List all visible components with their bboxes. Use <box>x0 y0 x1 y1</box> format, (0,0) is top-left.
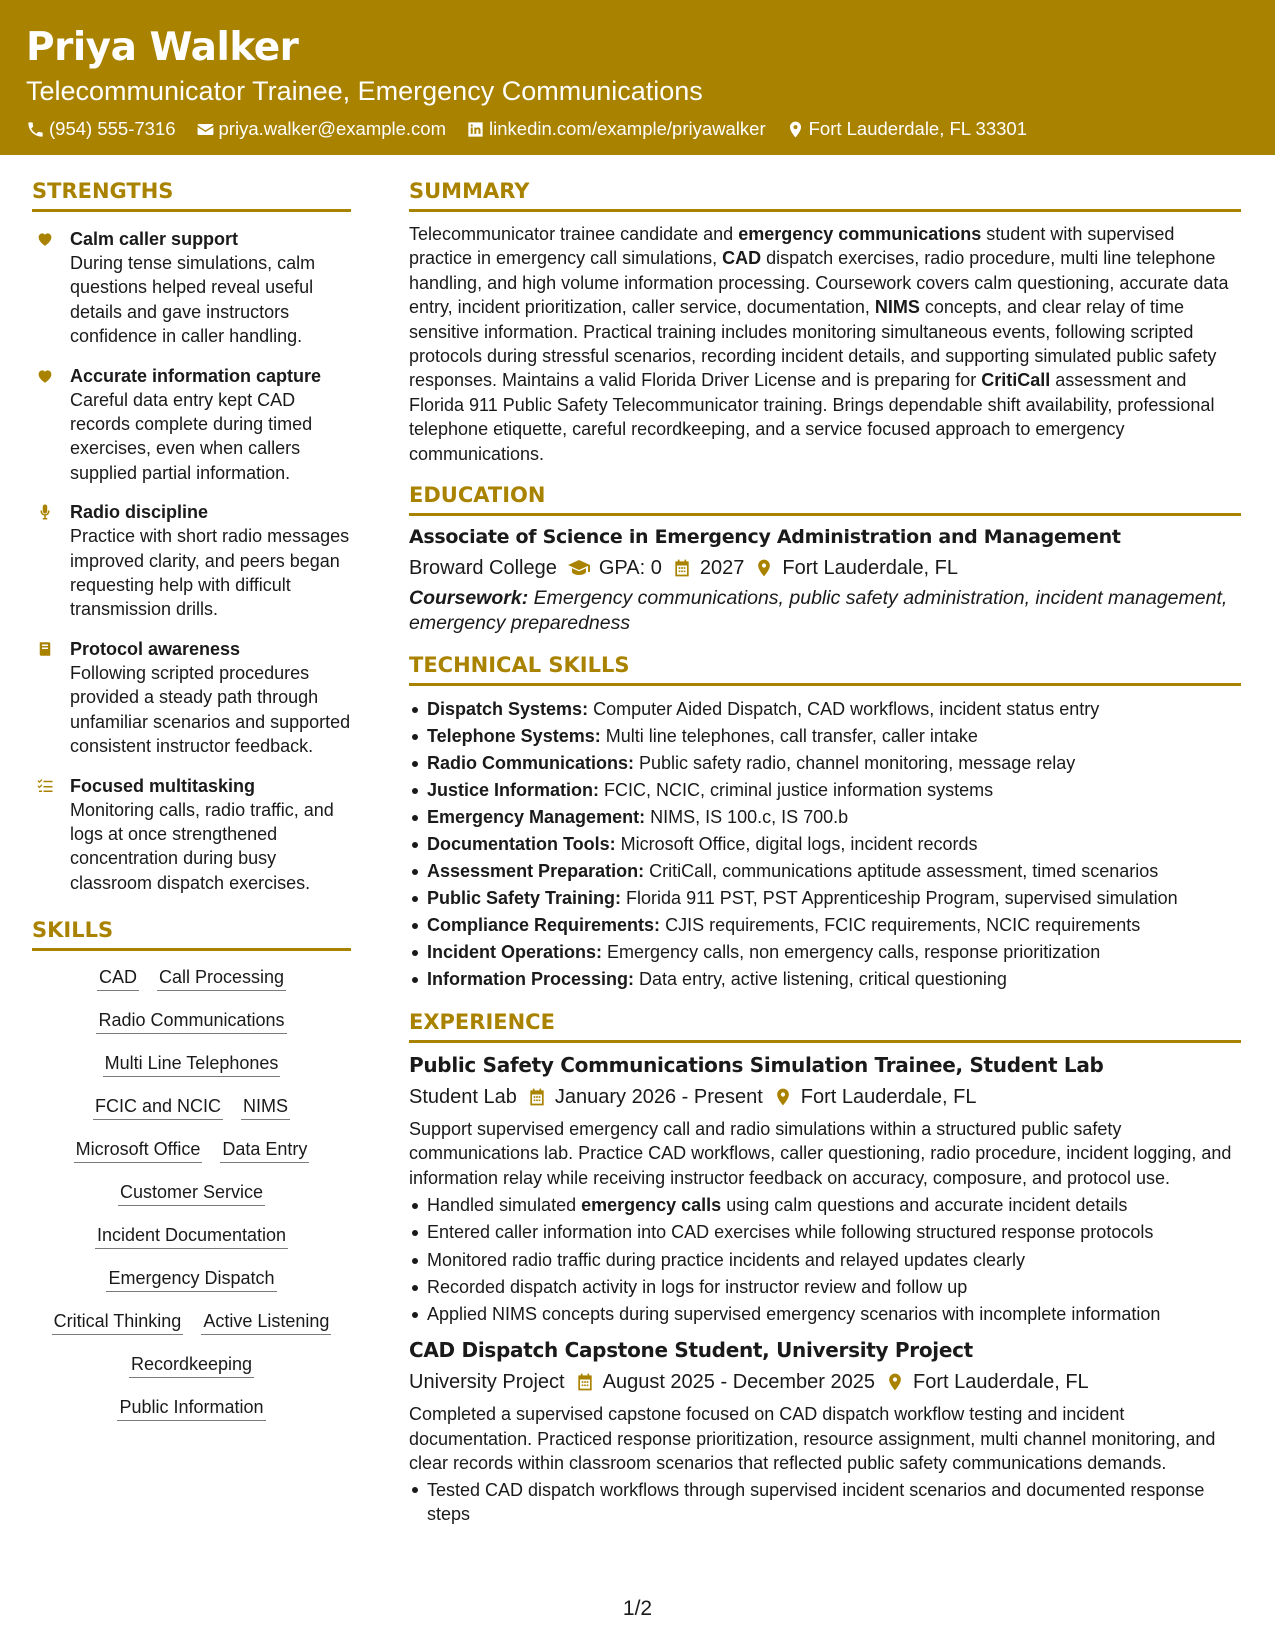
strength-title: Protocol awareness <box>70 638 241 659</box>
job-entry <box>409 1051 1241 1328</box>
experience-section <box>409 1009 1241 1526</box>
envelope-icon <box>196 120 215 139</box>
list-item: Recorded dispatch activity in logs for instructor review and follow up <box>409 1274 1241 1301</box>
education-section <box>409 482 1241 636</box>
contact-bar <box>26 118 1275 140</box>
strength-title: Calm caller support <box>70 229 239 249</box>
list-item: Monitored radio traffic during practice incidents and relayed updates clearly <box>409 1247 1241 1274</box>
skill-tag: Multi Line Telephones <box>103 1051 281 1077</box>
job-location: Fort Lauderdale, FL <box>800 1086 977 1109</box>
skill-tag: Customer Service <box>118 1180 265 1206</box>
job-meta <box>409 1083 1241 1111</box>
job-org: Student Lab <box>409 1086 517 1109</box>
strength-desc: Following scripted procedures provided a steady path through unfamiliar scenarios and supported consistent instructor feedback. <box>70 662 351 757</box>
skill-tag: Call Processing <box>157 965 286 991</box>
calendar-icon <box>527 1087 547 1107</box>
graduation-year: 2027 <box>699 557 745 580</box>
resume-header <box>0 0 1275 155</box>
strength-title: Radio discipline <box>70 502 209 523</box>
linkedin-icon <box>466 120 485 139</box>
strength-item <box>32 500 351 622</box>
summary-text: Telecommunicator trainee candidate and emergency communications student with supervised practice in emergency call simulations, CAD dispatch exercises, radio procedure, multi line telephone handling, and high volume information processing. Coursework covers calm questioning, accurate data entry, incident prioritization, caller service, documentation, NIMS concepts, and clear relay of time sensitive information. Practical training includes monitoring simultaneous events, following scripted protocols during stressful scenarios, recording incident details, and supporting simulated public safety responses. Maintains a valid Florida Driver License and is preparing for CritiCall assessment and Florida 911 Public Safety Telecommunicator training. Brings dependable shift availability, professional telephone etiquette, careful recordkeeping, and a service focused approach to emergency communications. <box>409 224 1229 464</box>
microphone-icon <box>36 503 54 521</box>
list-item: Dispatch Systems: Computer Aided Dispatch, CAD workflows, incident status entry <box>409 696 1241 723</box>
school-location: Fort Lauderdale, FL <box>782 557 959 580</box>
job-title: Public Safety Communications Simulation Trainee, Student Lab <box>409 1053 1104 1078</box>
skill-tag: Public Information <box>117 1395 265 1421</box>
candidate-title: Telecommunicator Trainee, Emergency Communications <box>26 76 703 106</box>
contact-phone[interactable] <box>26 118 176 140</box>
email-text: priya.walker@example.com <box>218 118 447 139</box>
list-item: Handled simulated emergency calls using calm questions and accurate incident details <box>409 1192 1241 1219</box>
list-item: Radio Communications: Public safety radio, channel monitoring, message relay <box>409 750 1241 777</box>
contact-linkedin[interactable] <box>466 118 766 140</box>
skill-tag: Radio Communications <box>96 1008 286 1034</box>
strength-item <box>32 774 351 896</box>
map-pin-icon <box>773 1087 793 1107</box>
skill-tag: NIMS <box>241 1094 290 1120</box>
map-pin-icon <box>754 558 774 578</box>
page-number: 1/2 <box>622 1597 653 1620</box>
strength-desc: Practice with short radio messages improved clarity, and peers began requesting help with difficult transmission drills. <box>70 526 350 620</box>
summary-heading: SUMMARY <box>409 178 1241 212</box>
heart-icon <box>36 367 54 385</box>
skills-heading: SKILLS <box>32 917 351 951</box>
contact-location <box>786 118 1027 140</box>
list-item: Incident Operations: Emergency calls, non emergency calls, response prioritization <box>409 939 1241 966</box>
location-text: Fort Lauderdale, FL 33301 <box>808 118 1027 139</box>
skill-tag: Emergency Dispatch <box>106 1266 276 1292</box>
list-item: Public Safety Training: Florida 911 PST, PST Apprenticeship Program, supervised simulation <box>409 885 1241 912</box>
skill-tag: FCIC and NCIC <box>93 1094 223 1120</box>
candidate-name: Priya Walker <box>26 25 299 70</box>
technical-skills-list <box>409 696 1241 993</box>
job-description: Completed a supervised capstone focused on CAD dispatch workflow testing and incident documentation. Practiced response prioritization, resource assignment, multi channel monitoring, and clear records within classroom scenarios that reflected public safety communications demands. <box>409 1404 1216 1474</box>
list-item: Documentation Tools: Microsoft Office, digital logs, incident records <box>409 831 1241 858</box>
job-meta <box>409 1368 1241 1396</box>
list-item: Compliance Requirements: CJIS requirements, FCIC requirements, NCIC requirements <box>409 912 1241 939</box>
skill-tag: Critical Thinking <box>52 1309 184 1335</box>
technical-skills-heading: TECHNICAL SKILLS <box>409 652 1241 686</box>
list-item: Telephone Systems: Multi line telephones, call transfer, caller intake <box>409 723 1241 750</box>
list-item: Tested CAD dispatch workflows through supervised incident scenarios and documented response steps <box>409 1478 1241 1527</box>
strength-title: Accurate information capture <box>70 365 322 386</box>
map-pin-icon <box>786 120 805 139</box>
skill-tag: Incident Documentation <box>95 1223 288 1249</box>
job-org: University Project <box>409 1371 565 1394</box>
strength-title: Focused multitasking <box>70 775 256 796</box>
map-pin-icon <box>885 1372 905 1392</box>
right-column <box>409 178 1241 1526</box>
gpa: GPA: 0 <box>598 557 662 580</box>
skill-tag: Recordkeeping <box>129 1352 254 1378</box>
education-heading: EDUCATION <box>409 482 1241 516</box>
strength-item <box>32 364 351 486</box>
left-column <box>32 178 351 1421</box>
strengths-heading: STRENGTHS <box>32 178 351 212</box>
job-dates: January 2026 - Present <box>554 1086 763 1109</box>
strength-desc: During tense simulations, calm questions helped reveal useful details and gave instructors confidence in caller handling. <box>70 253 316 347</box>
checklist-icon <box>36 777 54 795</box>
skills-cloud <box>32 965 351 1421</box>
linkedin-text: linkedin.com/example/priyawalker <box>489 118 766 139</box>
skill-tag: CAD <box>97 965 139 991</box>
job-bullets <box>409 1478 1241 1527</box>
strength-desc: Monitoring calls, radio traffic, and logs at once strengthened concentration during busy classroom dispatch exercises. <box>70 799 334 893</box>
strength-item <box>32 637 351 759</box>
list-item: Justice Information: FCIC, NCIC, criminal justice information systems <box>409 777 1241 804</box>
job-dates: August 2025 - December 2025 <box>602 1371 876 1394</box>
list-item: Emergency Management: NIMS, IS 100.c, IS 700.b <box>409 804 1241 831</box>
skill-tag: Data Entry <box>220 1137 309 1163</box>
skill-tag: Microsoft Office <box>74 1137 203 1163</box>
job-description: Support supervised emergency call and radio simulations within a structured public safety communications lab. Practice CAD workflows, caller questioning, radio procedure, incident logging, and information relay while receiving instructor feedback on accuracy, composure, and protocol use. <box>409 1119 1232 1188</box>
calendar-icon <box>672 558 692 578</box>
graduation-cap-icon <box>567 556 591 580</box>
strength-item <box>32 227 351 349</box>
calendar-icon <box>575 1372 595 1392</box>
list-item: Information Processing: Data entry, active listening, critical questioning <box>409 966 1241 993</box>
list-item: Applied NIMS concepts during supervised emergency scenarios with incomplete information <box>409 1301 1241 1328</box>
job-title: CAD Dispatch Capstone Student, University Project <box>409 1338 973 1363</box>
heart-icon <box>36 230 54 248</box>
job-bullets <box>409 1192 1241 1328</box>
job-entry <box>409 1336 1241 1526</box>
phone-icon <box>26 120 45 139</box>
strength-desc: Careful data entry kept CAD records complete during timed exercises, even when callers supplied partial information. <box>70 389 313 483</box>
education-meta <box>409 554 1241 582</box>
coursework: Coursework: Emergency communications, public safety administration, incident management, emergency preparedness <box>409 587 1228 635</box>
list-item: Assessment Preparation: CritiCall, communications aptitude assessment, timed scenarios <box>409 858 1241 885</box>
technical-skills-section <box>409 652 1241 993</box>
phone-text: (954) 555-7316 <box>49 118 176 139</box>
experience-heading: EXPERIENCE <box>409 1009 1241 1043</box>
contact-email[interactable] <box>196 118 447 140</box>
book-icon <box>36 640 54 658</box>
list-item: Entered caller information into CAD exercises while following structured response protocols <box>409 1219 1241 1246</box>
degree-title: Associate of Science in Emergency Administration and Management <box>409 526 1121 549</box>
skill-tag: Active Listening <box>201 1309 331 1335</box>
school-name: Broward College <box>409 557 557 580</box>
job-location: Fort Lauderdale, FL <box>913 1371 1089 1394</box>
